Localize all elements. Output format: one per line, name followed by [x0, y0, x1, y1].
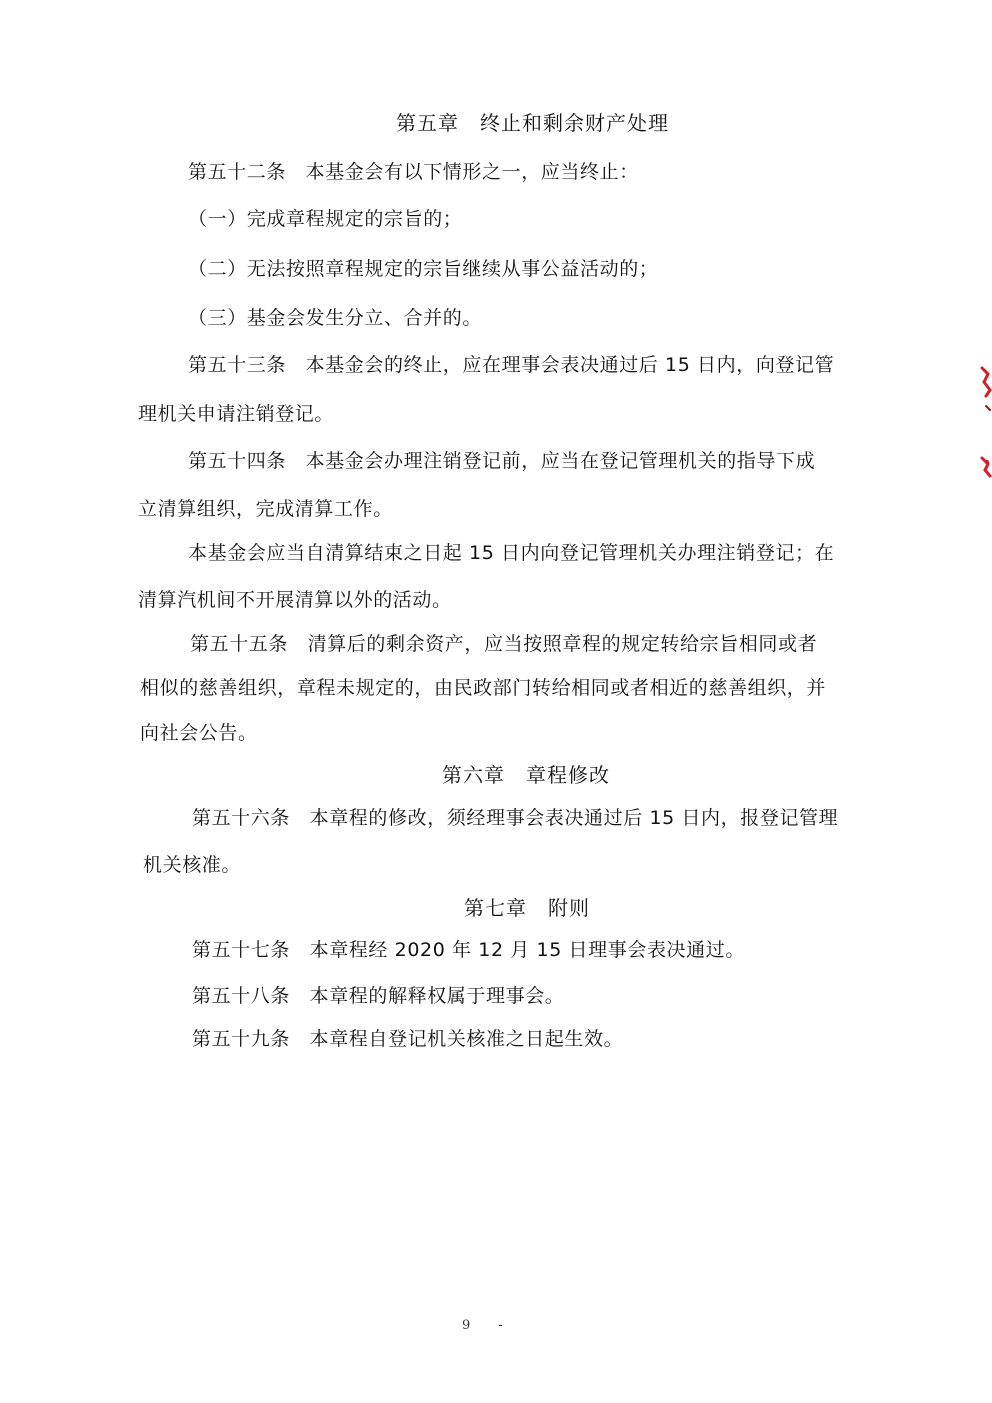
article-58-text: 第五十八条 本章程的解释权属于理事会。 — [192, 985, 565, 1007]
article-53-line-2: 理机关申请注销登记。 — [138, 403, 335, 425]
chapter-7-heading: 第七章 附则 — [464, 896, 590, 920]
article-59-text: 第五十九条 本章程自登记机关核准之日起生效。 — [192, 1028, 624, 1050]
article-56-line-1: 第五十六条 本章程的修改，须经理事会表决通过后 15 日内，报登记管理 — [192, 807, 839, 829]
liquidation-paragraph-line-2: 清算汽机间不开展清算以外的活动。 — [138, 589, 452, 611]
article-55-line-2: 相似的慈善组织，章程未规定的，由民政部门转给相同或者相近的慈善组织，并 — [140, 677, 827, 699]
article-54-line-2: 立清算组织，完成清算工作。 — [138, 498, 393, 520]
article-55-line-1: 第五十五条 清算后的剩余资产，应当按照章程的规定转给宗旨相同或者 — [190, 633, 818, 655]
article-52-item-1: （一）完成章程规定的宗旨的； — [188, 208, 463, 230]
page-number: 9 — [462, 1318, 471, 1333]
article-54-line-1: 第五十四条 本基金会办理注销登记前，应当在登记管理机关的指导下成 — [188, 450, 816, 472]
page-number-dash: - — [498, 1318, 503, 1333]
article-53-line-1: 第五十三条 本基金会的终止，应在理事会表决通过后 15 日内，向登记管 — [188, 354, 835, 376]
liquidation-paragraph-line-1: 本基金会应当自清算结束之日起 15 日内向登记管理机关办理注销登记；在 — [188, 542, 835, 564]
seal-fragment — [968, 360, 992, 500]
article-56-line-2: 机关核准。 — [143, 854, 242, 876]
chapter-5-heading: 第五章 终止和剩余财产处理 — [396, 111, 669, 135]
chapter-6-heading: 第六章 章程修改 — [442, 763, 610, 787]
article-52-item-3: （三）基金会发生分立、合并的。 — [188, 307, 483, 329]
article-52-item-2: （二）无法按照章程规定的宗旨继续从事公益活动的； — [188, 258, 659, 280]
article-57-text: 第五十七条 本章程经 2020 年 12 月 15 日理事会表决通过。 — [192, 939, 745, 961]
article-52-text: 第五十二条 本基金会有以下情形之一，应当终止： — [188, 161, 639, 183]
article-55-line-3: 向社会公告。 — [140, 722, 258, 744]
